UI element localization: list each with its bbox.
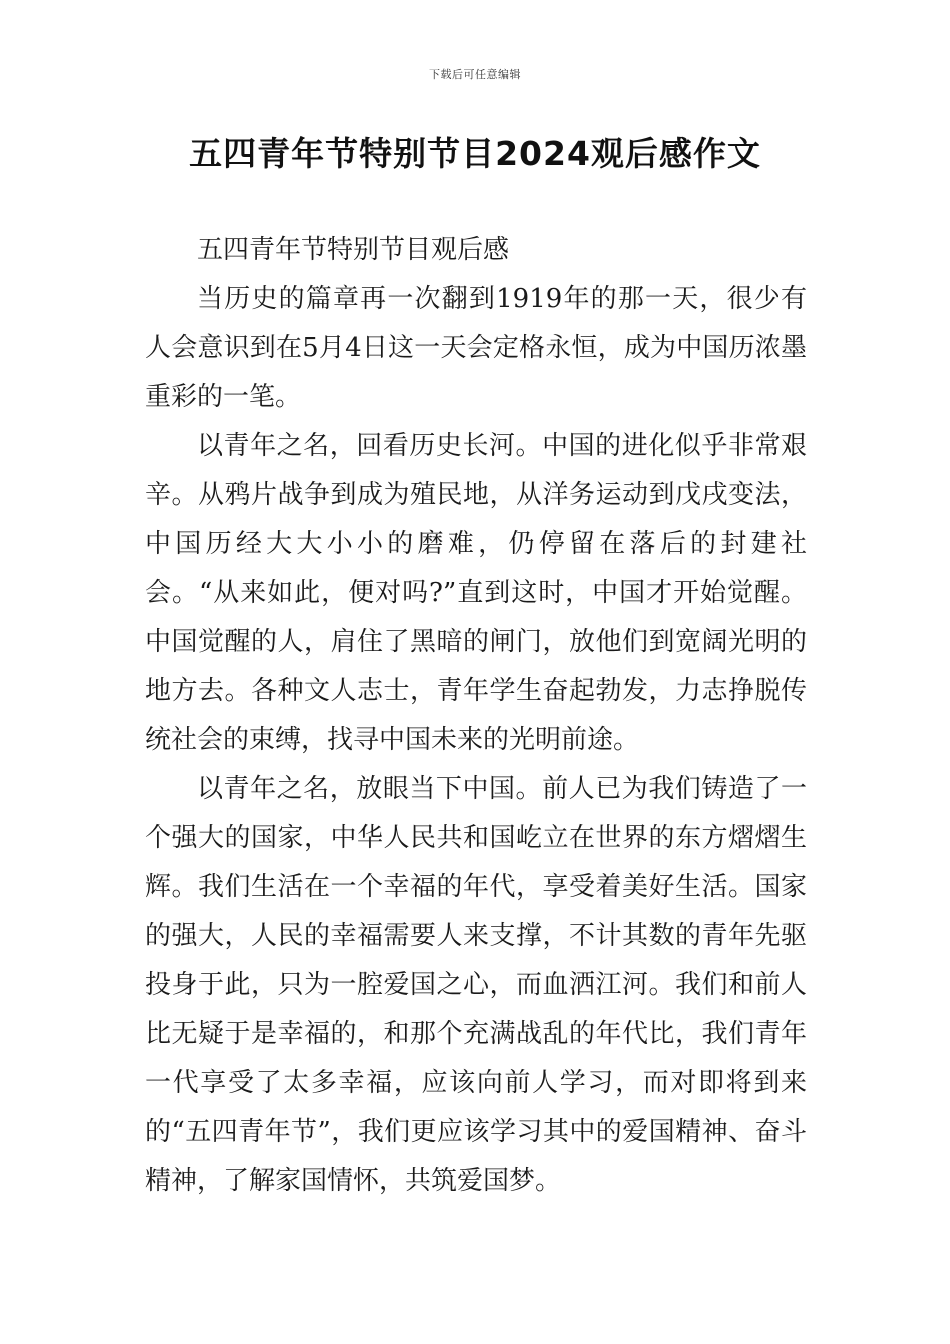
document-title: 五四青年节特别节目2024观后感作文 (189, 134, 761, 173)
download-note: 下载后可任意编辑 (429, 68, 521, 81)
document-body (145, 226, 807, 1206)
paragraph: 当历史的篇章再一次翻到1919年的那一天，很少有人会意识到在5月4日这一天会定格永恒，成为中国历浓墨重彩的一笔。 (145, 284, 807, 412)
paragraph: 以青年之名，放眼当下中国。前人已为我们铸造了一个强大的国家，中华人民共和国屹立在世界的东方熠熠生辉。我们生活在一个幸福的年代，享受着美好生活。国家的强大，人民的幸福需要人来支撑，不计其数的青年先驱投身于此，只为一腔爱国之心，而血洒江河。我们和前人比无疑于是幸福的，和那个充满战乱的年代比，我们青年一代享受了太多幸福，应该向前人学习，而对即将到来的“五四青年节”，我们更应该学习其中的爱国精神、奋斗精神，了解家国情怀，共筑爱国梦。 (145, 774, 807, 1196)
paragraph: 以青年之名，回看历史长河。中国的进化似乎非常艰辛。从鸦片战争到成为殖民地，从洋务运动到戊戌变法，中国历经大大小小的磨难，仍停留在落后的封建社会。“从来如此，便对吗?”直到这时，中国才开始觉醒。中国觉醒的人，肩住了黑暗的闸门，放他们到宽阔光明的地方去。各种文人志士，青年学生奋起勃发，力志挣脱传统社会的束缚，找寻中国未来的光明前途。 (145, 431, 807, 755)
paragraph-subtitle: 五四青年节特别节目观后感 (197, 235, 510, 265)
